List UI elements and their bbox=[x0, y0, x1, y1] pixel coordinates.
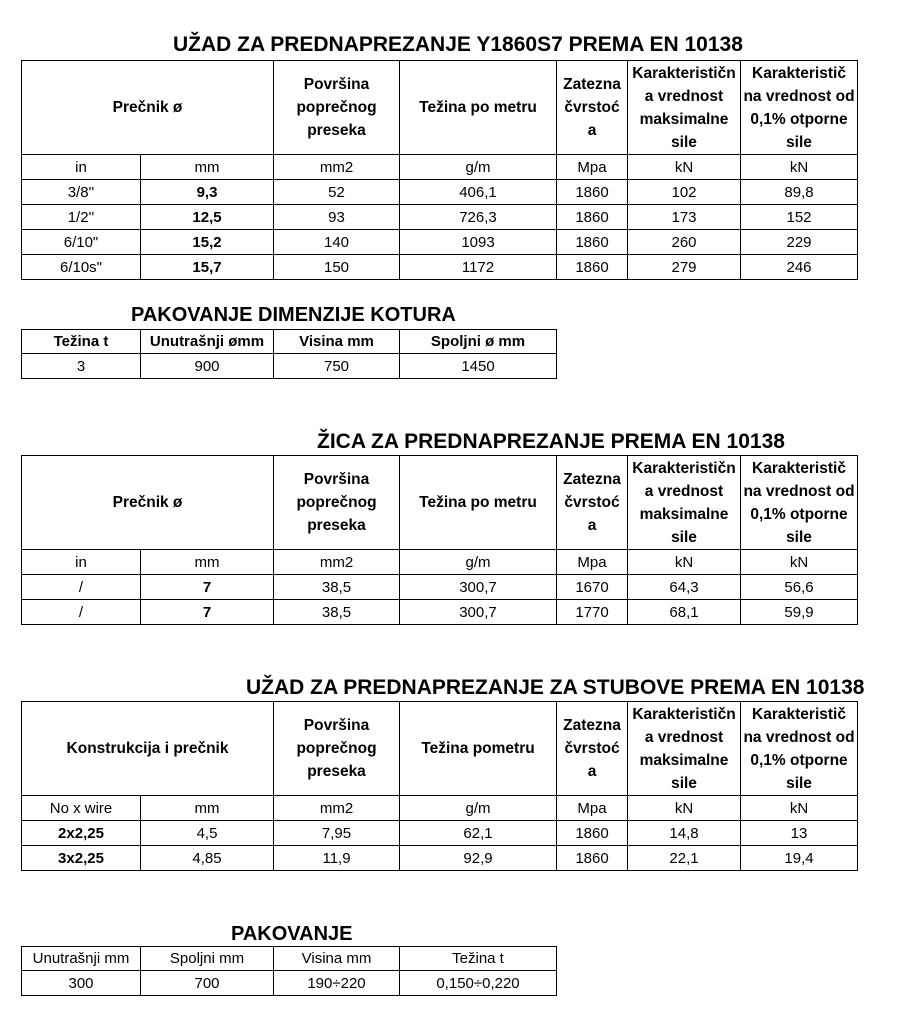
header-weight-per-meter: Težina po metru bbox=[400, 456, 557, 550]
table-cell: 6/10" bbox=[22, 230, 141, 255]
unit-cell: kN bbox=[628, 155, 741, 180]
table-cell: 1860 bbox=[557, 180, 628, 205]
table-cell: 300 bbox=[22, 971, 141, 996]
table-cell: 11,9 bbox=[274, 846, 400, 871]
table-cell: 4,5 bbox=[141, 821, 274, 846]
table-cell: 1670 bbox=[557, 575, 628, 600]
table-cell: 3/8'' bbox=[22, 180, 141, 205]
units-row bbox=[22, 155, 858, 180]
unit-cell: mm2 bbox=[274, 550, 400, 575]
header-weight: Težina t bbox=[400, 947, 557, 971]
table-cell: 140 bbox=[274, 230, 400, 255]
table-cell: 750 bbox=[274, 354, 400, 379]
table-cell: 62,1 bbox=[400, 821, 557, 846]
table-cell: 726,3 bbox=[400, 205, 557, 230]
table-cell: 279 bbox=[628, 255, 741, 280]
table-cell: 150 bbox=[274, 255, 400, 280]
table-cell: 68,1 bbox=[628, 600, 741, 625]
table-cell: 1860 bbox=[557, 255, 628, 280]
table-row bbox=[22, 255, 858, 280]
table-cell: 13 bbox=[741, 821, 858, 846]
table-cell: 15,2 bbox=[141, 230, 274, 255]
table-row bbox=[22, 575, 858, 600]
table-cell: 7 bbox=[141, 600, 274, 625]
header-outer-diameter: Spoljni ø mm bbox=[400, 330, 557, 354]
unit-cell: kN bbox=[741, 796, 858, 821]
header-weight-per-meter: Težina po metru bbox=[400, 61, 557, 155]
table-cell: / bbox=[22, 575, 141, 600]
table-cell: 59,9 bbox=[741, 600, 858, 625]
unit-cell: kN bbox=[741, 155, 858, 180]
table-cell: 56,6 bbox=[741, 575, 858, 600]
unit-cell: No x wire bbox=[22, 796, 141, 821]
unit-cell: mm bbox=[141, 550, 274, 575]
unit-cell: mm bbox=[141, 155, 274, 180]
table-cell: 700 bbox=[141, 971, 274, 996]
header-cross-section: Površina poprečnog preseka bbox=[274, 456, 400, 550]
table-cell: 52 bbox=[274, 180, 400, 205]
table-cell: 64,3 bbox=[628, 575, 741, 600]
table-cell: 260 bbox=[628, 230, 741, 255]
header-weight: Težina t bbox=[22, 330, 141, 354]
table-row bbox=[22, 205, 858, 230]
unit-cell: mm2 bbox=[274, 155, 400, 180]
section2-title: ŽICA ZA PREDNAPREZANJE PREMA EN 10138 bbox=[317, 430, 785, 453]
table-cell: 173 bbox=[628, 205, 741, 230]
packing2-table bbox=[21, 946, 557, 996]
table-cell: 14,8 bbox=[628, 821, 741, 846]
table-cell: 38,5 bbox=[274, 600, 400, 625]
table-cell: 22,1 bbox=[628, 846, 741, 871]
packing1-title: PAKOVANJE DIMENZIJE KOTURA bbox=[131, 304, 456, 326]
table-cell: 1172 bbox=[400, 255, 557, 280]
table-cell: 1/2'' bbox=[22, 205, 141, 230]
unit-cell: in bbox=[22, 550, 141, 575]
header-max-force: Karakterističn a vrednost maksimalne sile bbox=[628, 702, 741, 796]
unit-cell: g/m bbox=[400, 550, 557, 575]
unit-cell: in bbox=[22, 155, 141, 180]
table-cell: 246 bbox=[741, 255, 858, 280]
header-diameter: Prečnik ø bbox=[22, 456, 274, 550]
table-cell: 1450 bbox=[400, 354, 557, 379]
table-cell: 2x2,25 bbox=[22, 821, 141, 846]
header-diameter: Prečnik ø bbox=[22, 61, 274, 155]
table-cell: 3 bbox=[22, 354, 141, 379]
header-tensile-strength: Zatezna čvrstoć a bbox=[557, 456, 628, 550]
table-cell: 12,5 bbox=[141, 205, 274, 230]
header-tensile-strength: Zatezna čvrstoć a bbox=[557, 702, 628, 796]
table-row bbox=[22, 180, 858, 205]
header-proof-force: Karakteristič na vrednost od 0,1% otporne sile bbox=[741, 456, 858, 550]
table-row bbox=[22, 354, 557, 379]
table-cell: 92,9 bbox=[400, 846, 557, 871]
table-row bbox=[22, 821, 858, 846]
unit-cell: kN bbox=[628, 550, 741, 575]
unit-cell: mm2 bbox=[274, 796, 400, 821]
table-cell: 1860 bbox=[557, 230, 628, 255]
unit-cell: Mpa bbox=[557, 550, 628, 575]
table-cell: 9,3 bbox=[141, 180, 274, 205]
table-cell: 15,7 bbox=[141, 255, 274, 280]
header-construction: Konstrukcija i prečnik bbox=[22, 702, 274, 796]
header-cross-section: Površina poprečnog preseka bbox=[274, 702, 400, 796]
header-height: Visina mm bbox=[274, 330, 400, 354]
unit-cell: g/m bbox=[400, 155, 557, 180]
table-cell: 93 bbox=[274, 205, 400, 230]
table-cell: 102 bbox=[628, 180, 741, 205]
unit-cell: Mpa bbox=[557, 796, 628, 821]
header-max-force: Karakterističn a vrednost maksimalne sile bbox=[628, 456, 741, 550]
section1-table bbox=[21, 60, 858, 280]
table-cell: 406,1 bbox=[400, 180, 557, 205]
table-row bbox=[22, 600, 858, 625]
section3-table bbox=[21, 701, 858, 871]
units-row bbox=[22, 796, 858, 821]
table-cell: 1860 bbox=[557, 205, 628, 230]
table-cell: 1860 bbox=[557, 846, 628, 871]
unit-cell: mm bbox=[141, 796, 274, 821]
header-weight-per-meter: Težina pometru bbox=[400, 702, 557, 796]
table-cell: 1770 bbox=[557, 600, 628, 625]
section3-title: UŽAD ZA PREDNAPREZANJE ZA STUBOVE PREMA EN 10138 bbox=[246, 676, 865, 699]
table-cell: 6/10s" bbox=[22, 255, 141, 280]
packing2-title: PAKOVANJE bbox=[231, 923, 353, 945]
table-cell: 89,8 bbox=[741, 180, 858, 205]
unit-cell: Mpa bbox=[557, 155, 628, 180]
table-cell: 190÷220 bbox=[274, 971, 400, 996]
table-cell: 19,4 bbox=[741, 846, 858, 871]
table-row bbox=[22, 230, 858, 255]
table-cell: 7,95 bbox=[274, 821, 400, 846]
table-cell: 4,85 bbox=[141, 846, 274, 871]
table-cell: 38,5 bbox=[274, 575, 400, 600]
table-cell: 229 bbox=[741, 230, 858, 255]
header-height: Visina mm bbox=[274, 947, 400, 971]
table-row bbox=[22, 846, 858, 871]
units-row bbox=[22, 550, 858, 575]
table-cell: 7 bbox=[141, 575, 274, 600]
table-cell: 900 bbox=[141, 354, 274, 379]
header-proof-force: Karakteristič na vrednost od 0,1% otporne sile bbox=[741, 61, 858, 155]
table-row bbox=[22, 971, 557, 996]
unit-cell: kN bbox=[628, 796, 741, 821]
table-cell: 300,7 bbox=[400, 600, 557, 625]
unit-cell: g/m bbox=[400, 796, 557, 821]
section2-table bbox=[21, 455, 858, 625]
section1-title: UŽAD ZA PREDNAPREZANJE Y1860S7 PREMA EN 10138 bbox=[173, 33, 743, 56]
packing1-table bbox=[21, 329, 557, 379]
header-max-force: Karakterističn a vrednost maksimalne sile bbox=[628, 61, 741, 155]
header-tensile-strength: Zatezna čvrstoć a bbox=[557, 61, 628, 155]
unit-cell: kN bbox=[741, 550, 858, 575]
header-proof-force: Karakteristič na vrednost od 0,1% otporne sile bbox=[741, 702, 858, 796]
table-cell: 0,150÷0,220 bbox=[400, 971, 557, 996]
table-cell: 3x2,25 bbox=[22, 846, 141, 871]
table-cell: / bbox=[22, 600, 141, 625]
header-cross-section: Površina poprečnog preseka bbox=[274, 61, 400, 155]
header-inner-diameter: Unutrašnji ømm bbox=[141, 330, 274, 354]
table-cell: 152 bbox=[741, 205, 858, 230]
table-cell: 1860 bbox=[557, 821, 628, 846]
table-cell: 300,7 bbox=[400, 575, 557, 600]
table-cell: 1093 bbox=[400, 230, 557, 255]
header-outer: Spoljni mm bbox=[141, 947, 274, 971]
header-inner: Unutrašnji mm bbox=[22, 947, 141, 971]
